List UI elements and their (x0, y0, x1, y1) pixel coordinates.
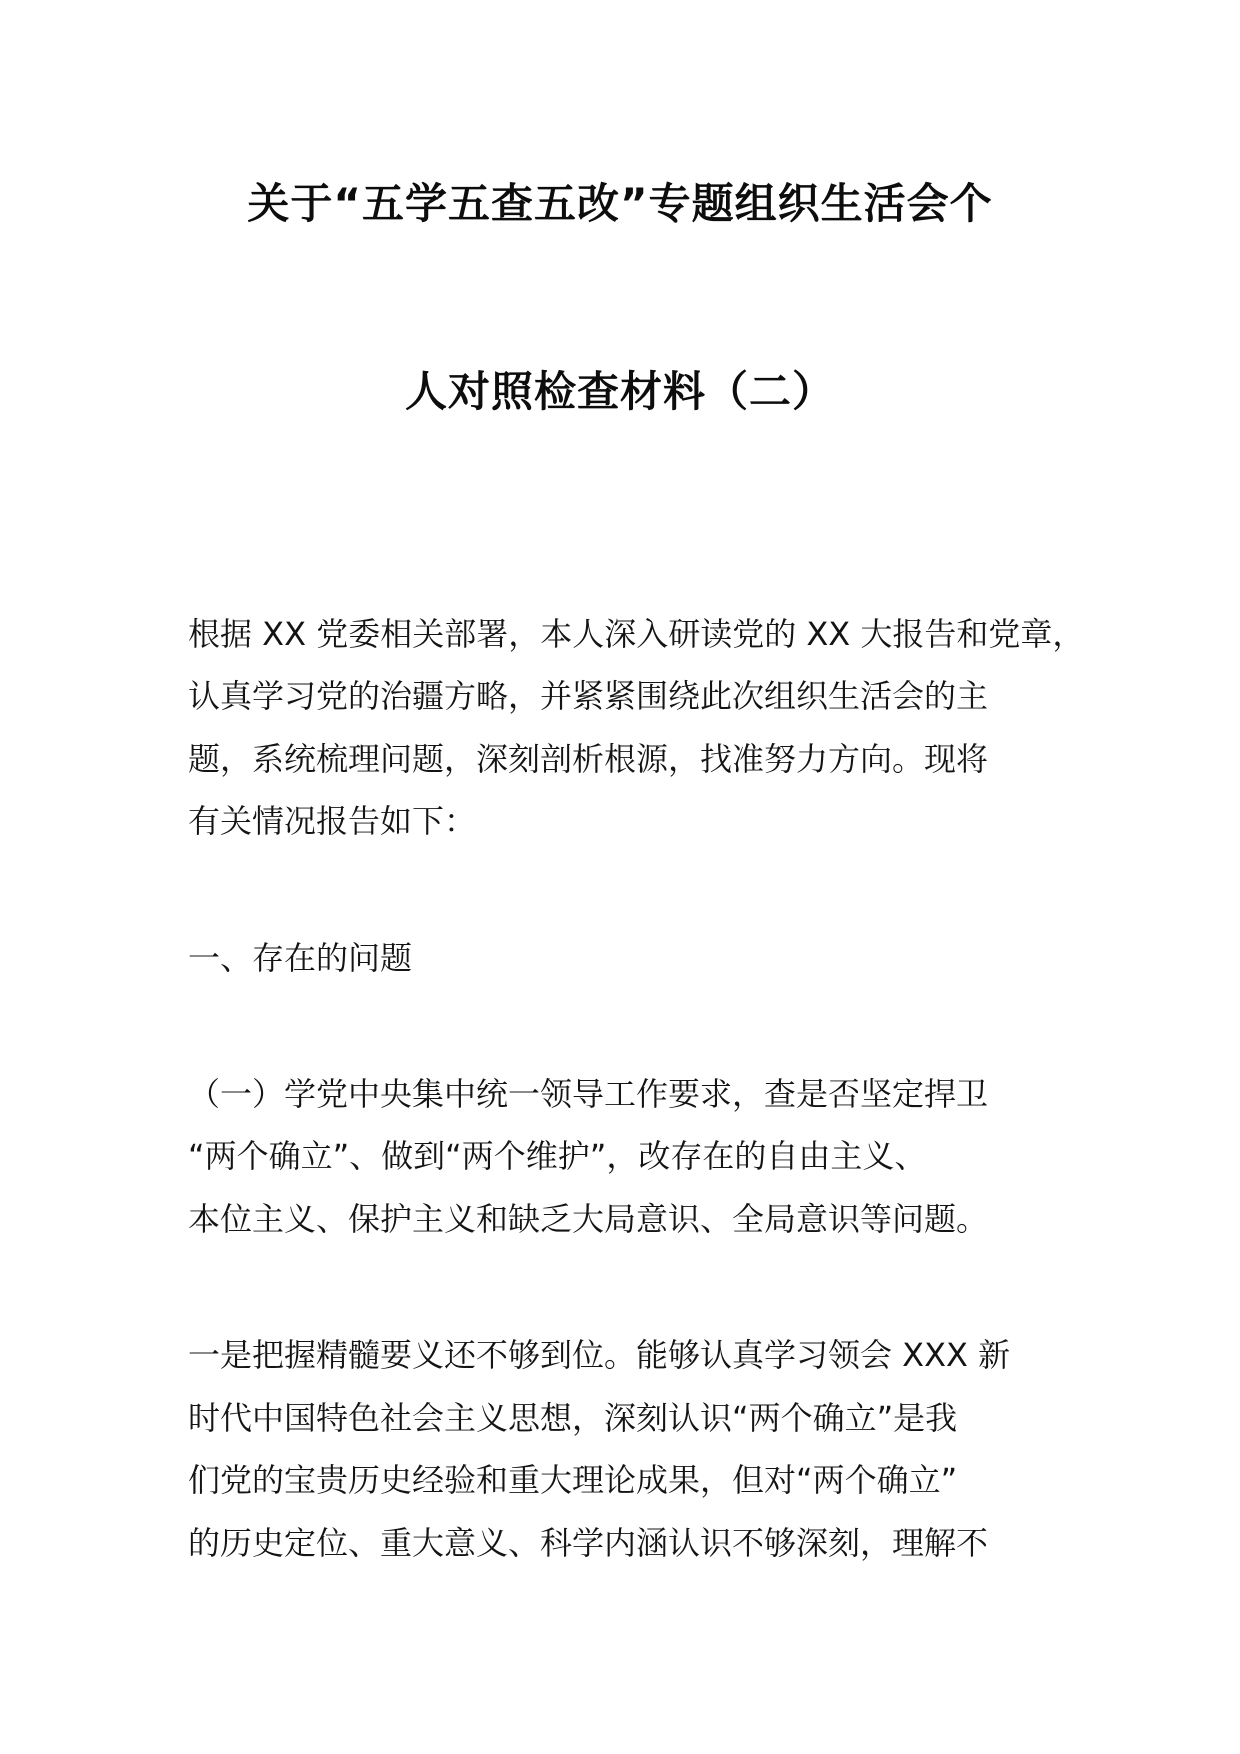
point-one-line-1: 一是把握精髓要义还不够到位。能够认真学习领会 XXX 新 (188, 1336, 1011, 1374)
subsection-line-3: 本位主义、保护主义和缺乏大局意识、全局意识等问题。 (188, 1200, 989, 1238)
document-title-line-2: 人对照检查材料（二） (404, 367, 835, 416)
section-heading: 一、存在的问题 (188, 939, 413, 977)
intro-line-2: 认真学习党的治疆方略，并紧紧围绕此次组织生活会的主 (188, 677, 989, 715)
intro-line-1: 根据 XX 党委相关部署，本人深入研读党的 XX 大报告和党章， (188, 615, 1085, 653)
intro-line-4: 有关情况报告如下： (188, 802, 477, 840)
intro-line-3: 题，系统梳理问题，深刻剖析根源，找准努力方向。现将 (188, 740, 989, 778)
point-one-line-4: 的历史定位、重大意义、科学内涵认识不够深刻，理解不 (188, 1524, 989, 1562)
document-title-line-1: 关于“五学五查五改”专题组织生活会个 (247, 179, 993, 228)
subsection-line-2: “两个确立”、做到“两个维护”，改存在的自由主义、 (188, 1137, 927, 1175)
point-one-line-3: 们党的宝贵历史经验和重大理论成果，但对“两个确立” (188, 1461, 958, 1499)
subsection-line-1: （一）学党中央集中统一领导工作要求，查是否坚定捍卫 (188, 1075, 989, 1113)
point-one-line-2: 时代中国特色社会主义思想，深刻认识“两个确立”是我 (188, 1399, 958, 1437)
